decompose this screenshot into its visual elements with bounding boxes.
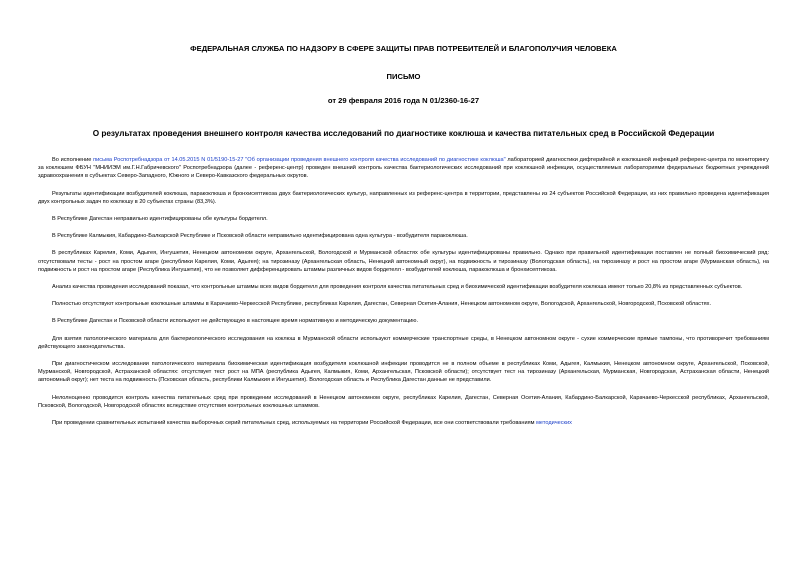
paragraph-12 xyxy=(38,419,769,427)
document-type: ПИСЬМО xyxy=(386,72,421,81)
paragraph-8: В Республике Дагестан и Псковской области используют не действующую в настоящее время нормативную и методическую документацию. xyxy=(52,318,419,325)
paragraph-10: При диагностическом исследовании патологического материала биохимическая идентификация возбудителя коклюшной инфекции проводится не в полном объеме в республиках Коми, Адыгея, Калмыкия, Ненецком автономном округе, Архангельской, Псковской, Мурманской, Новгородской, Астраханской областях: отсутствует тест рост на МПА (республика Адыгея, Калмыкия, Коми, Архангельская, Псковской области); отсутствует тест на тирозиназу (Архангельская, Мурманская, Новгородская, Астраханская области, Ненецкий автономный округ); нет теста на подвижность (Псковская область, республики Калмыкия и Ингушетия). Вологодская область и Республика Дагестан данные не представили. xyxy=(38,361,769,384)
paragraph-1-text-start: Во исполнение xyxy=(52,157,94,163)
paragraph-6: Анализ качества проведения исследований показал, что контрольные штаммы всех видов бордетелл для проведения контроля качества питательных сред и биохимической идентификации возбудителя коклюша имеют только 20,8% из представленных субъектов. xyxy=(52,284,743,291)
paragraph-9: Для взятия патологического материала для бактериологического исследования на коклюш в Мурманской области используют коммерческие транспортные среды, в Ненецком автономном округе - сухие коммерческие прямые тампоны, что противоречит требованиям действующего законодательства. xyxy=(38,335,769,350)
paragraph-1 xyxy=(38,156,769,181)
document-body xyxy=(38,156,769,427)
paragraph-1-text-end: лабораторией диагностики дифтерийной и коклюшной инфекций референс-центра по мониторингу за коклюшем ФБУН "МНИИЭМ им.Г.Н.Габричевского" Роспотребнадзора (далее - референс-центр) проведен внешний контроль качества бактериологических исследований при коклюшной инфекции, осуществляемых лабораториями федеральных бюджетных учреждений здравоохранения в субъектах Северо-Западного, Южного и Северо-Кавказского федеральных округов. xyxy=(38,157,769,180)
paragraph-2: Результаты идентификации возбудителей коклюша, паракоклюша и бронхисептикоза двух бактериологических культур, направленных из референс-центра в территории, представлены из 24 субъектов Российской Федерации, из них правильно проведена идентификация двух контрольных задач по коклюшу в 20 субъектах страны (83,3%). xyxy=(38,190,769,205)
paragraph-5: В республиках Карелия, Коми, Адыгея, Ингушетия, Ненецком автономном округе, Архангельской, Вологодской и Мурманской областях обе культуры идентифицированы правильно. Однако при правильной идентификации поставлен не полный биохимический ряд: отсутствовали тесты - рост на простом агаре (республики Карелия, Коми, Адыгея); на тирозиназу (Архангельская область, Ненецкий автономный округ), на подвижность и тирозиназу (Вологодская область), на тирозиназу и рост на простом агаре (Мурманская область), на подвижность и рост на простом агаре (Республика Ингушетия), что не позволяет дифференцировать штаммы различных видов бордетелл - возбудителей коклюша, паракоклюша и бронхисептикоза. xyxy=(38,250,769,273)
reference-letter-link[interactable]: письма Роспотребнадзора от 14.05.2015 N 01/5190-15-27 "Об организации проведения внешнего контроля качества исследований по диагностике коклюша" xyxy=(93,157,506,163)
agency-heading: ФЕДЕРАЛЬНАЯ СЛУЖБА ПО НАДЗОРУ В СФЕРЕ ЗАЩИТЫ ПРАВ ПОТРЕБИТЕЛЕЙ И БЛАГОПОЛУЧИЯ ЧЕЛОВЕКА xyxy=(190,44,617,53)
document-date-number: от 29 февраля 2016 года N 01/2360-16-27 xyxy=(327,96,480,105)
paragraph-11: Нелолноценно проводится контроль качества питательных сред при проведении исследований в Ненецком автономном округе, республиках Карелия, Дагестан, Северная Осетия-Алания, Кабардино-Балкарской, Карачаево-Черкесской республиках, Архангельской, Псковской, Вологодской, Новгородской областях вследствие отсутствия контрольных коклюшных штаммов. xyxy=(38,394,769,409)
document-title: О результатах проведения внешнего контроля качества исследований по диагностике коклюша и качества питательных сред в Российской Федерации xyxy=(92,129,715,138)
paragraph-4: В Республике Калмыкия, Кабардино-Балкарской Республике и Псковской области неправильно идентифицирована одна культура - возбудителя паракоклюша. xyxy=(52,233,468,240)
methodical-guidelines-link[interactable]: методических xyxy=(536,420,572,427)
paragraph-3: В Республике Дагестан неправильно идентифицированы обе культуры бордетелл. xyxy=(52,216,268,223)
paragraph-7: Полностью отсутствуют контрольные коклюшные штаммы в Карачаево-Черкесской Республике, республиках Карелия, Дагестан, Северная Осетия-Алания, Ненецком автономном округе, Вологодской, Архангельской, Новгородской, Псковской областях. xyxy=(52,301,712,308)
paragraph-12-text: При проведении сравнительных испытаний качества выборочных серий питательных сред, используемых на территории Российской Федерации, все они соответствовали требованиям xyxy=(52,420,537,427)
